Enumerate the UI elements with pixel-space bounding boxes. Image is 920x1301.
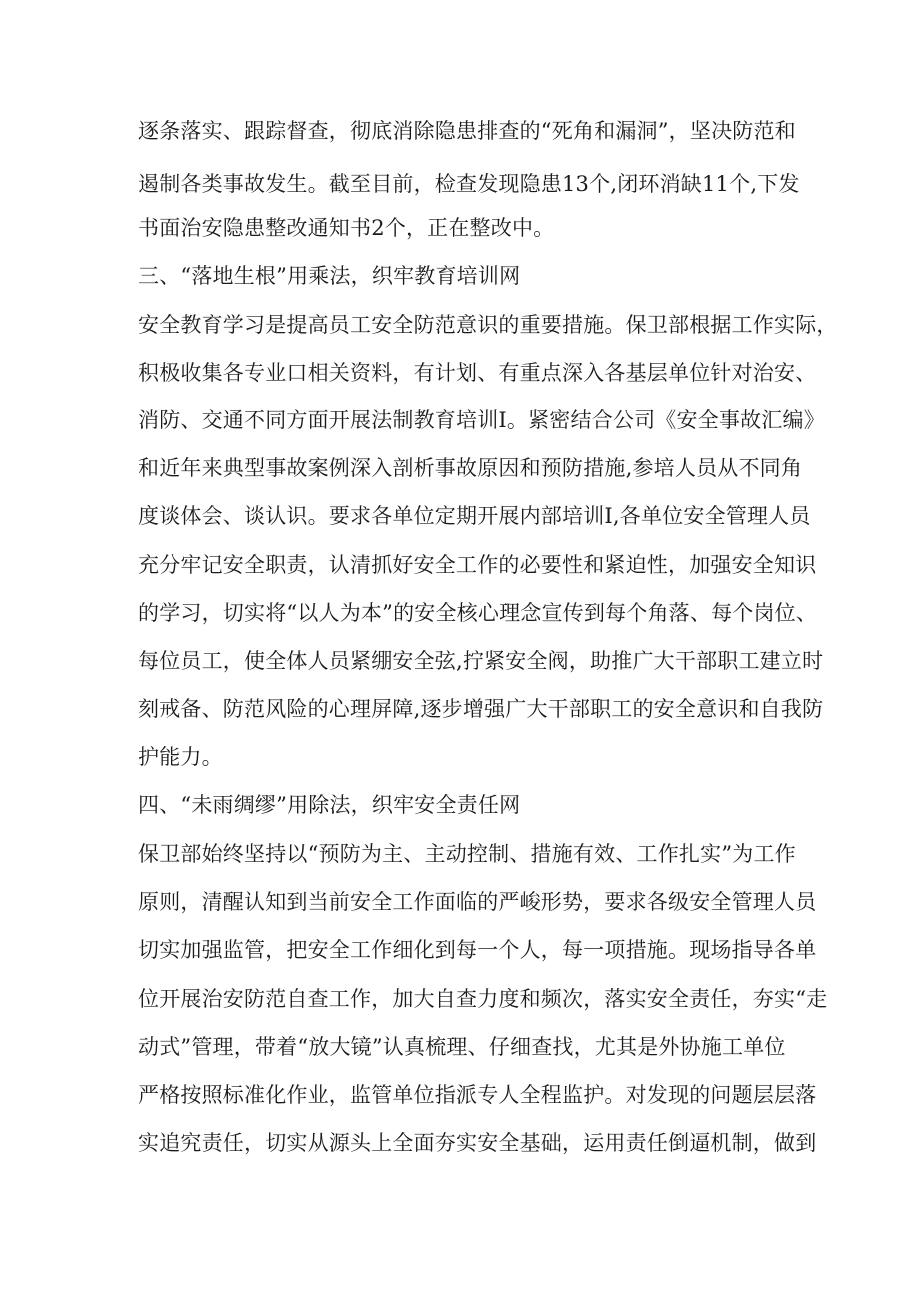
text-line: 切实加强监管，把安全工作细化到每一个人，每一项措施。现场指导各单 [138, 938, 817, 962]
text-line: 严格按照标准化作业，监管单位指派专人全程监护。对发现的问题层层落 [138, 1083, 817, 1107]
section-heading: 三、“落地生根”用乘法，织牢教育培训网 [138, 264, 521, 288]
text-line: 积极收集各专业口相关资料，有计划、有重点深入各基层单位针对治安、 [138, 361, 817, 385]
text-line: 位开展治安防范自查工作，加大自查力度和频次，落实安全责任，夯实“走 [138, 987, 828, 1011]
text-line: 安全教育学习是提高员工安全防范意识的重要措施。保卫部根据工作实际， [138, 313, 838, 337]
text-line: 保卫部始终坚持以“预防为主、主动控制、措施有效、工作扎实”为工作 [138, 842, 796, 866]
text-line: 每位员工，使全体人员紧绷安全弦,拧紧安全阀，助推广大干部职工建立时 [138, 649, 824, 673]
text-line: 和近年来典型事故案例深入剖析事故原因和预防措施,参培人员从不同角 [138, 456, 803, 480]
text-line: 书面治安隐患整改通知书2个，正在整改中。 [138, 216, 555, 240]
text-line: 的学习，切实将“以人为本”的安全核心理念宣传到每个角落、每个岗位、 [138, 601, 818, 625]
text-line: 充分牢记安全职责，认清抓好安全工作的必要性和紧迫性，加强安全知识 [138, 553, 817, 577]
text-line: 护能力。 [138, 745, 223, 769]
text-line: 度谈体会、谈认识。要求各单位定期开展内部培训I,各单位安全管理人员 [138, 504, 811, 528]
text-line: 逐条落实、跟踪督查，彻底消除隐患排查的“死角和漏洞”，坚决防范和 [138, 119, 796, 143]
section-heading: 四、“未雨绸缪”用除法，织牢安全责任网 [138, 793, 521, 817]
text-line: 遏制各类事故发生。截至目前，检查发现隐患13个,闭环消缺11个,下发 [138, 172, 800, 196]
text-line: 原则，清醒认知到当前安全工作面临的严峻形势，要求各级安全管理人员 [138, 890, 817, 914]
text-line: 实追究责任，切实从源头上全面夯实安全基础，运用责任倒逼机制，做到 [138, 1131, 817, 1155]
text-line: 动式”管理，带着“放大镜”认真梳理、仔细查找，尤其是外协施工单位 [138, 1035, 786, 1059]
text-line: 刻戒备、防范风险的心理屏障,逐步增强广大干部职工的安全意识和自我防 [138, 697, 824, 721]
text-line: 消防、交通不同方面开展法制教育培训I。紧密结合公司《安全事故汇编》 [138, 408, 825, 432]
